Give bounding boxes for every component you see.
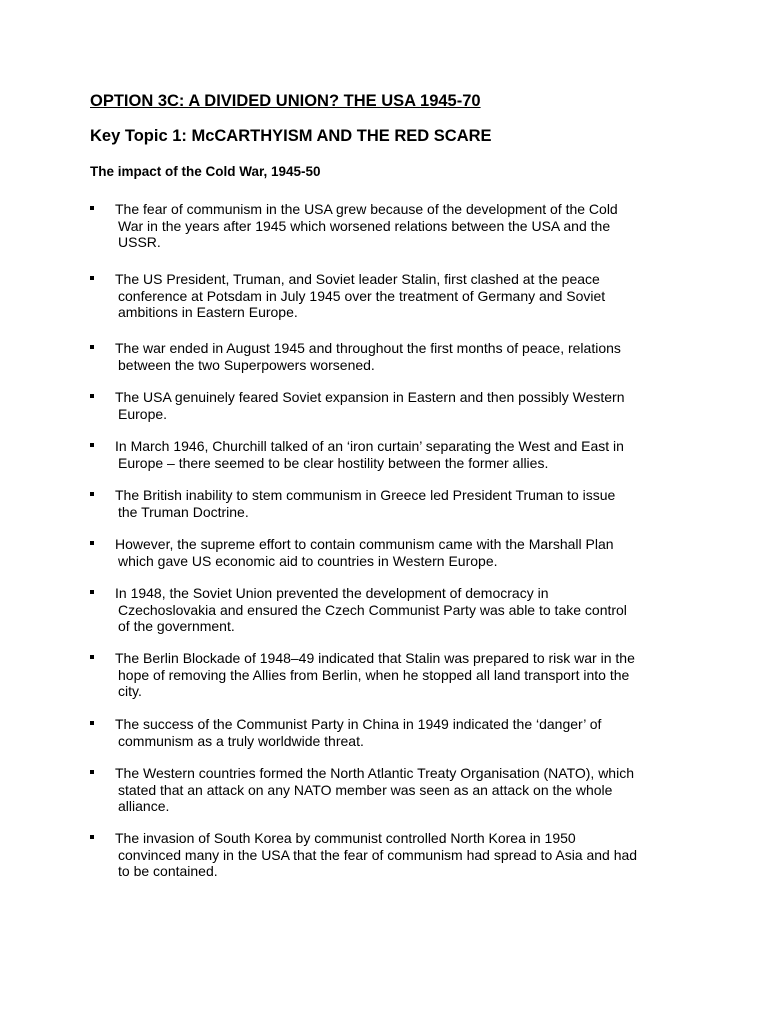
bullet-text-line: The Berlin Blockade of 1948–49 indicated that Stalin was prepared to risk war in the	[115, 650, 635, 666]
bullet-text-line: The fear of communism in the USA grew because of the development of the Cold	[115, 201, 618, 217]
bullet-marker-icon	[90, 590, 94, 594]
bullet-text-line: In 1948, the Soviet Union prevented the development of democracy in	[115, 585, 549, 601]
bullet-marker-icon	[90, 655, 94, 659]
bullet-text-line: USSR.	[118, 234, 161, 250]
bullet-text-line: conference at Potsdam in July 1945 over the treatment of Germany and Soviet	[118, 287, 606, 304]
bullet-text-line: city.	[118, 683, 142, 699]
bullet-text-line: The success of the Communist Party in China in 1949 indicated the ‘danger’ of	[115, 716, 602, 732]
key-topic-heading: Key Topic 1: McCARTHYISM AND THE RED SCARE	[90, 127, 492, 145]
bullet-text-line: of the government.	[118, 618, 235, 634]
bullet-marker-icon	[90, 721, 94, 725]
bullet-text-line: which gave US economic aid to countries in Western Europe.	[118, 552, 498, 569]
bullet-text-line: Europe.	[118, 405, 168, 422]
bullet-marker-icon	[90, 345, 94, 349]
bullet-marker-icon	[90, 276, 94, 280]
bullet-marker-icon	[90, 206, 94, 210]
bullet-text-line: alliance.	[118, 798, 170, 814]
bullet-text	[115, 201, 690, 251]
document-title: OPTION 3C: A DIVIDED UNION? THE USA 1945-70	[90, 92, 481, 110]
bullet-marker-icon	[90, 492, 94, 496]
bullet-text-line: In March 1946, Churchill talked of an ‘iron curtain’ separating the West and East in	[115, 438, 624, 454]
bullet-text-line: The war ended in August 1945 and throughout the first months of peace, relations	[115, 340, 621, 356]
bullet-text-line: between the two Superpowers worsened.	[118, 356, 375, 373]
bullet-text	[115, 830, 690, 880]
bullet-text-line: the Truman Doctrine.	[118, 503, 249, 520]
bullet-text-line: Europe – there seemed to be clear hostility between the former allies.	[118, 454, 549, 471]
bullet-text-line: The British inability to stem communism in Greece led President Truman to issue	[115, 487, 616, 503]
bullet-text	[115, 438, 690, 471]
bullet-marker-icon	[90, 394, 94, 398]
bullet-marker-icon	[90, 443, 94, 447]
bullet-text-line: However, the supreme effort to contain communism came with the Marshall Plan	[115, 536, 614, 552]
bullet-text	[115, 271, 690, 321]
bullet-marker-icon	[90, 541, 94, 545]
section-heading: The impact of the Cold War, 1945-50	[90, 164, 321, 179]
bullet-text-line: communism as a truly worldwide threat.	[118, 732, 364, 749]
bullet-marker-icon	[90, 770, 94, 774]
bullet-text-line: The Western countries formed the North Atlantic Treaty Organisation (NATO), which	[115, 765, 634, 781]
bullet-text-line: convinced many in the USA that the fear of communism had spread to Asia and had	[118, 846, 638, 863]
bullet-text	[115, 650, 690, 700]
bullet-text-line: stated that an attack on any NATO member was seen as an attack on the whole	[118, 781, 613, 798]
bullet-text-line: to be contained.	[118, 863, 218, 879]
bullet-text-line: The USA genuinely feared Soviet expansion in Eastern and then possibly Western	[115, 389, 625, 405]
bullet-marker-icon	[90, 835, 94, 839]
bullet-text-line: The invasion of South Korea by communist controlled North Korea in 1950	[115, 830, 576, 846]
bullet-text	[115, 765, 690, 815]
bullet-text	[115, 487, 690, 520]
bullet-text-line: War in the years after 1945 which worsened relations between the USA and the	[118, 217, 611, 234]
bullet-text	[115, 389, 690, 422]
bullet-text-line: Czechoslovakia and ensured the Czech Communist Party was able to take control	[118, 601, 627, 618]
bullet-text-line: hope of removing the Allies from Berlin, when he stopped all land transport into the	[118, 666, 630, 683]
bullet-text	[115, 536, 690, 569]
bullet-text	[115, 340, 690, 373]
bullet-text-line: ambitions in Eastern Europe.	[118, 304, 298, 320]
bullet-text-line: The US President, Truman, and Soviet leader Stalin, first clashed at the peace	[115, 271, 600, 287]
bullet-text	[115, 716, 690, 749]
bullet-text	[115, 585, 690, 635]
